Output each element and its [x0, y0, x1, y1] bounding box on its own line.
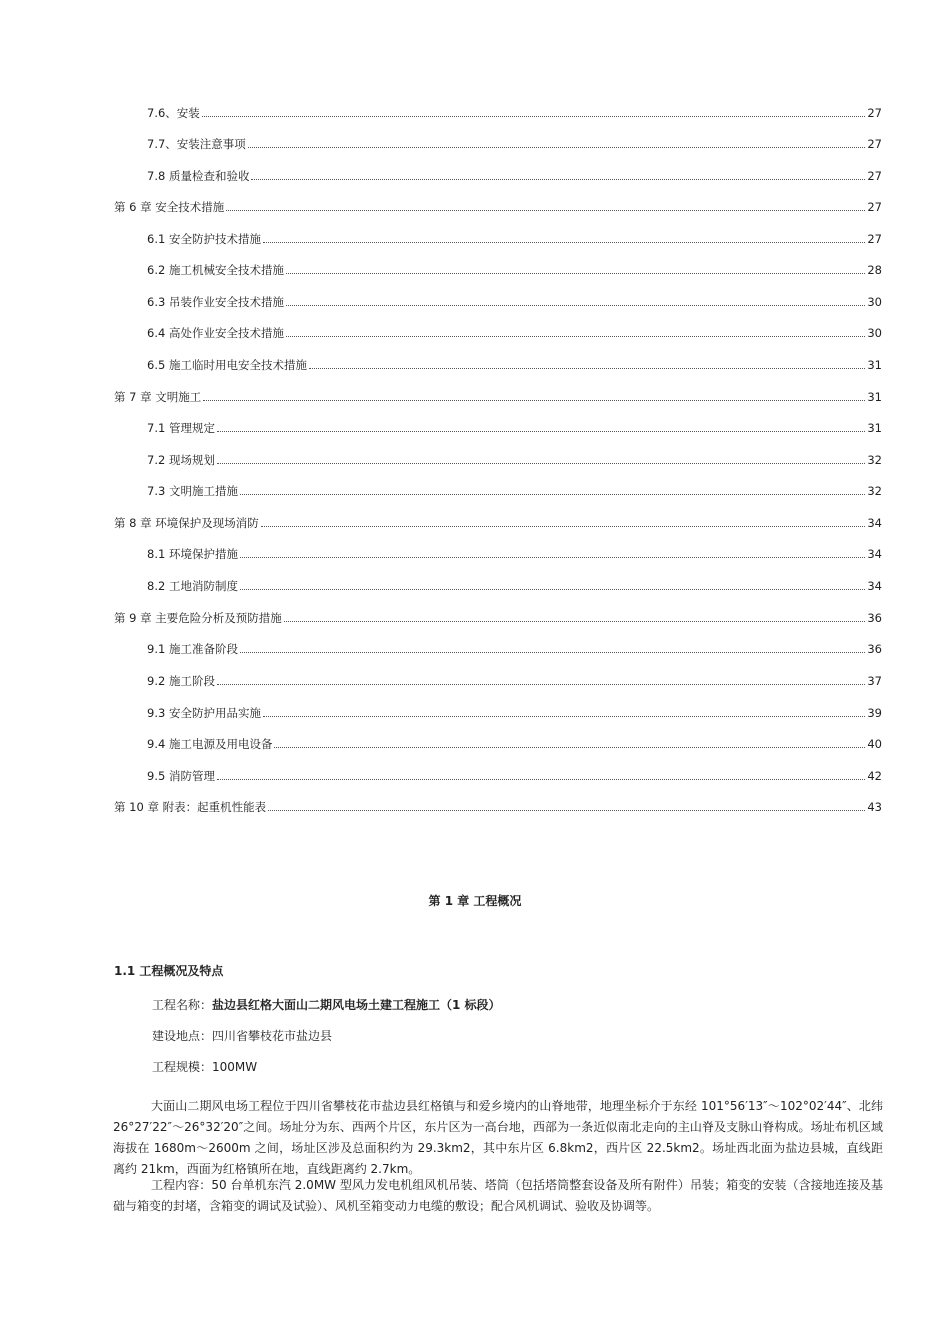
toc-entry-page: 34 — [867, 516, 882, 530]
toc-entry-label: 6.5 施工临时用电安全技术措施 — [147, 358, 307, 372]
toc-leader-dots — [240, 494, 865, 495]
toc-entry[interactable] — [147, 703, 882, 721]
toc-entry-page: 36 — [867, 642, 882, 656]
toc-entry[interactable] — [114, 387, 882, 405]
scale-value: 100MW — [212, 1060, 258, 1074]
toc-entry-page: 27 — [867, 200, 882, 214]
toc-leader-dots — [240, 557, 865, 558]
toc-entry-label: 6.2 施工机械安全技术措施 — [147, 263, 284, 277]
scale-line — [152, 1059, 257, 1075]
toc-entry-page: 30 — [867, 295, 882, 309]
toc-leader-dots — [261, 526, 866, 527]
toc-entry-label: 第 6 章 安全技术措施 — [114, 200, 225, 214]
toc-entry-page: 27 — [867, 106, 882, 120]
toc-leader-dots — [286, 273, 865, 274]
toc-leader-dots — [248, 147, 866, 148]
toc-leader-dots — [217, 779, 865, 780]
toc-leader-dots — [309, 368, 865, 369]
chapter-title: 第 1 章 工程概况 — [428, 894, 522, 908]
toc-entry-label: 第 7 章 文明施工 — [114, 390, 202, 404]
toc-entry-label: 9.4 施工电源及用电设备 — [147, 737, 273, 751]
toc-entry-page: 32 — [867, 484, 882, 498]
toc-entry-label: 第 10 章 附表：起重机性能表 — [114, 800, 267, 814]
toc-entry[interactable] — [147, 134, 882, 152]
toc-entry[interactable] — [147, 418, 882, 436]
toc-entry-page: 32 — [867, 453, 882, 467]
toc-entry[interactable] — [147, 481, 882, 499]
toc-leader-dots — [274, 747, 865, 748]
toc-entry-label: 第 9 章 主要危险分析及预防措施 — [114, 611, 282, 625]
toc-entry-label: 第 8 章 环境保护及现场消防 — [114, 516, 259, 530]
toc-entry[interactable] — [147, 323, 882, 341]
toc-leader-dots — [284, 621, 866, 622]
toc-leader-dots — [203, 400, 865, 401]
toc-entry-label: 6.3 吊装作业安全技术措施 — [147, 295, 284, 309]
toc-entry-page: 42 — [867, 769, 882, 783]
toc-entry-label: 7.2 现场规划 — [147, 453, 215, 467]
toc-entry-page: 31 — [867, 358, 882, 372]
toc-leader-dots — [217, 431, 865, 432]
toc-entry-label: 9.3 安全防护用品实施 — [147, 706, 261, 720]
toc-leader-dots — [217, 684, 865, 685]
toc-leader-dots — [202, 116, 866, 117]
location-label: 建设地点： — [152, 1029, 213, 1043]
toc-entry-label: 6.4 高处作业安全技术措施 — [147, 326, 284, 340]
project-name-value: 盐边县红格大面山二期风电场土建工程施工（1 标段） — [212, 998, 501, 1012]
toc-entry-label: 8.2 工地消防制度 — [147, 579, 238, 593]
toc-entry-label: 9.1 施工准备阶段 — [147, 642, 238, 656]
toc-entry[interactable] — [147, 103, 882, 121]
toc-leader-dots — [240, 589, 865, 590]
project-name-line — [152, 997, 501, 1013]
toc-leader-dots — [251, 179, 865, 180]
toc-entry-label: 7.8 质量检查和验收 — [147, 169, 250, 183]
toc-entry-page: 27 — [867, 169, 882, 183]
toc-entry-page: 39 — [867, 706, 882, 720]
toc-entry-page: 30 — [867, 326, 882, 340]
toc-entry[interactable] — [114, 797, 882, 815]
toc-entry-label: 7.3 文明施工措施 — [147, 484, 238, 498]
toc-entry-label: 9.2 施工阶段 — [147, 674, 215, 688]
toc-entry[interactable] — [147, 671, 882, 689]
toc-leader-dots — [240, 652, 865, 653]
toc-entry-page: 27 — [867, 232, 882, 246]
toc-entry[interactable] — [114, 197, 882, 215]
location-value: 四川省攀枝花市盐边县 — [212, 1029, 333, 1043]
toc-entry[interactable] — [147, 639, 882, 657]
toc-leader-dots — [286, 336, 865, 337]
toc-leader-dots — [286, 305, 865, 306]
toc-leader-dots — [263, 716, 865, 717]
location-line — [152, 1028, 332, 1044]
toc-entry[interactable] — [114, 513, 882, 531]
toc-entry[interactable] — [147, 166, 882, 184]
toc-entry-label: 7.6、安装 — [147, 106, 200, 120]
toc-entry[interactable] — [147, 734, 882, 752]
toc-entry[interactable] — [147, 544, 882, 562]
toc-entry[interactable] — [147, 766, 882, 784]
overview-paragraph: 大面山二期风电场工程位于四川省攀枝花市盐边县红格镇与和爱乡境内的山脊地带，地理坐标介于东经 101°56′13″～102°02′44″、北纬 26°27′22″～26°32′20″之间。场址分为东、西两个片区，东片区为一高台地，西部为一条近似南北走向的主山脊及支脉山脊构成。场址布机区域海拔在 1680m～2600m 之间，场址区涉及总面积约为 29.3km2，其中东片区 6.8km2，西片区 22.5km2。场址西北面为盐边县城，直线距离约 21km，西面为红格镇所在地，直线距离约 2.7km。 — [113, 1099, 883, 1176]
scale-label: 工程规模： — [152, 1060, 213, 1074]
toc-entry-label: 7.7、安装注意事项 — [147, 137, 246, 151]
toc-entry-page: 28 — [867, 263, 882, 277]
toc-leader-dots — [226, 210, 865, 211]
toc-entry-label: 9.5 消防管理 — [147, 769, 215, 783]
toc-entry-page: 31 — [867, 421, 882, 435]
toc-entry[interactable] — [147, 260, 882, 278]
toc-entry-label: 6.1 安全防护技术措施 — [147, 232, 261, 246]
toc-entry-label: 8.1 环境保护措施 — [147, 547, 238, 561]
toc-entry-page: 34 — [867, 579, 882, 593]
toc-entry[interactable] — [147, 292, 882, 310]
toc-entry-page: 34 — [867, 547, 882, 561]
scope-paragraph: 工程内容：50 台单机东汽 2.0MW 型风力发电机组风机吊装、塔筒（包括塔筒整套设备及所有附件）吊装；箱变的安装（含接地连接及基础与箱变的封堵，含箱变的调试及试验）、风机至箱变动力电缆的敷设；配合风机调试、验收及协调等。 — [113, 1178, 883, 1213]
toc-entry-page: 31 — [867, 390, 882, 404]
toc-entry[interactable] — [147, 229, 882, 247]
toc-entry-page: 27 — [867, 137, 882, 151]
toc-leader-dots — [263, 242, 865, 243]
toc-entry[interactable] — [147, 355, 882, 373]
toc-entry-page: 43 — [867, 800, 882, 814]
toc-leader-dots — [217, 463, 865, 464]
toc-entry-label: 7.1 管理规定 — [147, 421, 215, 435]
project-name-label: 工程名称： — [152, 998, 213, 1012]
toc-entry[interactable] — [114, 608, 882, 626]
toc-entry-page: 37 — [867, 674, 882, 688]
toc-leader-dots — [268, 810, 865, 811]
section-title: 1.1 工程概况及特点 — [114, 964, 224, 978]
toc-entry-page: 40 — [867, 737, 882, 751]
toc-entry[interactable] — [147, 576, 882, 594]
toc-entry-page: 36 — [867, 611, 882, 625]
toc-entry[interactable] — [147, 450, 882, 468]
